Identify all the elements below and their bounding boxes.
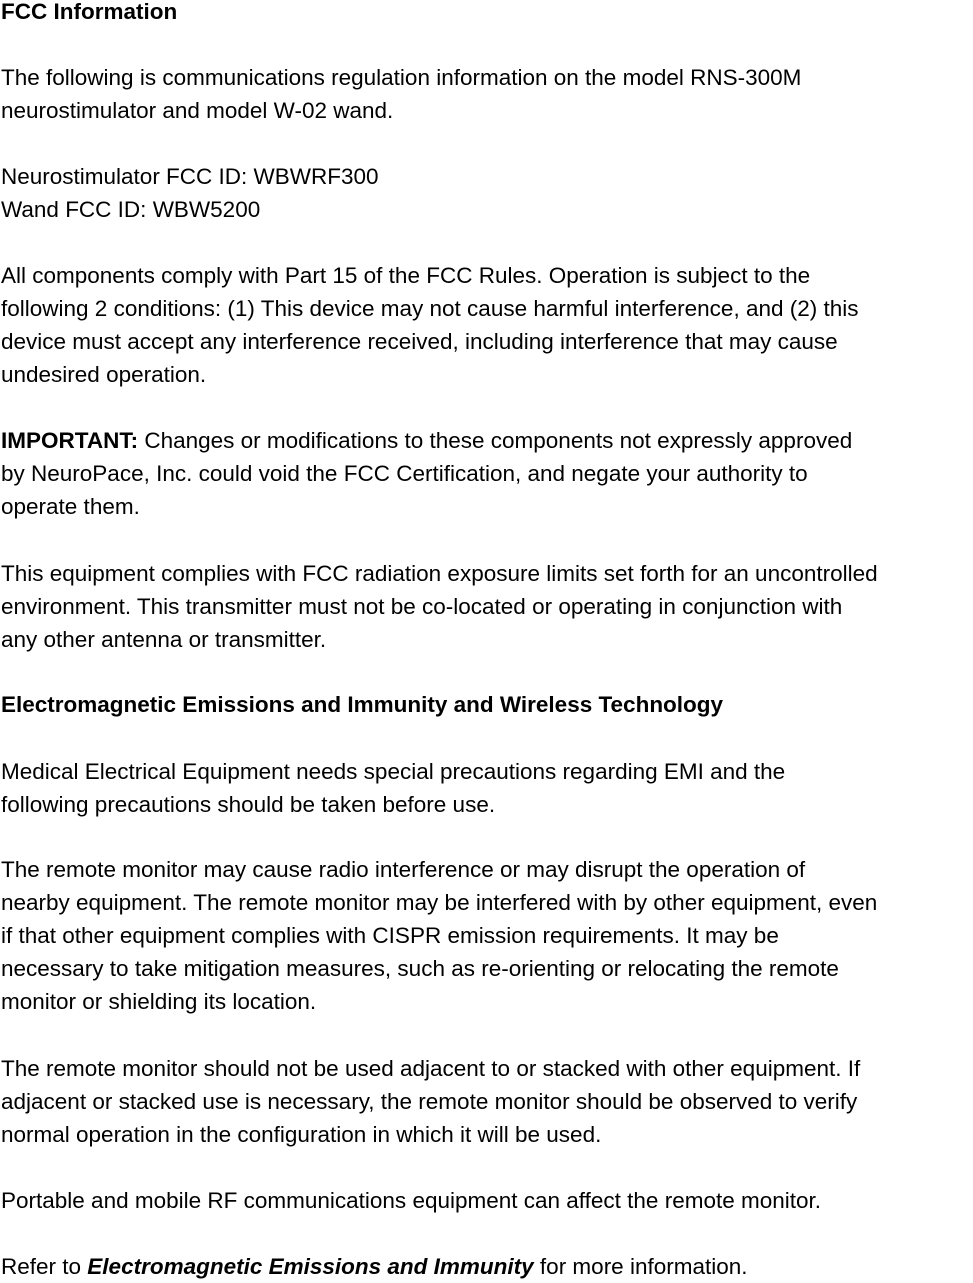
portable-rf-paragraph bbox=[1, 1184, 821, 1217]
important-notice-paragraph bbox=[1, 424, 852, 523]
text-line: The remote monitor may cause radio interference or may disrupt the operation of bbox=[1, 857, 806, 882]
important-text: Changes or modifications to these components not expressly approved bbox=[138, 428, 853, 453]
emi-heading: Electromagnetic Emissions and Immunity and Wireless Technology bbox=[1, 692, 724, 717]
neurostimulator-fcc-id: Neurostimulator FCC ID: WBWRF300 bbox=[1, 164, 379, 189]
radiation-exposure-paragraph bbox=[1, 557, 878, 656]
text-line: environment. This transmitter must not be co-located or operating in conjunction with bbox=[1, 594, 843, 619]
text-line bbox=[1, 1250, 748, 1283]
text-line: normal operation in the configuration in which it will be used. bbox=[1, 1122, 602, 1147]
adjacent-use-paragraph bbox=[1, 1052, 860, 1151]
text-line: undesired operation. bbox=[1, 362, 207, 387]
text-line: The remote monitor should not be used adjacent to or stacked with other equipment. If bbox=[1, 1056, 861, 1081]
wand-fcc-id: Wand FCC ID: WBW5200 bbox=[1, 197, 261, 222]
text-line: neurostimulator and model W-02 wand. bbox=[1, 98, 394, 123]
text-line: following 2 conditions: (1) This device may not cause harmful interference, and (2) this bbox=[1, 296, 859, 321]
text-line: by NeuroPace, Inc. could void the FCC Certification, and negate your authority to bbox=[1, 461, 808, 486]
text-line: Portable and mobile RF communications equipment can affect the remote monitor. bbox=[1, 1188, 822, 1213]
text-line: any other antenna or transmitter. bbox=[1, 627, 327, 652]
text-line: The following is communications regulation information on the model RNS-300M bbox=[1, 65, 802, 90]
emi-reference-title: Electromagnetic Emissions and Immunity bbox=[87, 1254, 534, 1279]
text-line: following precautions should be taken before use. bbox=[1, 792, 496, 817]
text-line: device must accept any interference received, including interference that may cause bbox=[1, 329, 838, 354]
refer-prefix: Refer to bbox=[1, 1254, 88, 1279]
text-line: nearby equipment. The remote monitor may be interfered with by other equipment, even bbox=[1, 890, 878, 915]
refer-suffix: for more information. bbox=[533, 1254, 748, 1279]
text-line: necessary to take mitigation measures, such as re-orienting or relocating the remote bbox=[1, 956, 839, 981]
interference-paragraph bbox=[1, 853, 877, 1018]
text-line bbox=[1, 424, 852, 457]
text-line: Medical Electrical Equipment needs special precautions regarding EMI and the bbox=[1, 759, 786, 784]
text-line: adjacent or stacked use is necessary, the remote monitor should be observed to verify bbox=[1, 1089, 858, 1114]
fcc-compliance-paragraph bbox=[1, 259, 859, 391]
important-label: IMPORTANT: bbox=[1, 428, 139, 453]
text-line: monitor or shielding its location. bbox=[1, 989, 317, 1014]
fcc-information-heading: FCC Information bbox=[1, 0, 178, 24]
text-line: operate them. bbox=[1, 494, 140, 519]
emi-precautions-paragraph bbox=[1, 755, 785, 821]
text-line: This equipment complies with FCC radiation exposure limits set forth for an uncontrolled bbox=[1, 561, 878, 586]
fcc-ids-paragraph bbox=[1, 160, 379, 226]
text-line: if that other equipment complies with CISPR emission requirements. It may be bbox=[1, 923, 779, 948]
fcc-intro-paragraph bbox=[1, 61, 801, 127]
refer-paragraph bbox=[1, 1250, 748, 1283]
text-line: All components comply with Part 15 of the FCC Rules. Operation is subject to the bbox=[1, 263, 811, 288]
